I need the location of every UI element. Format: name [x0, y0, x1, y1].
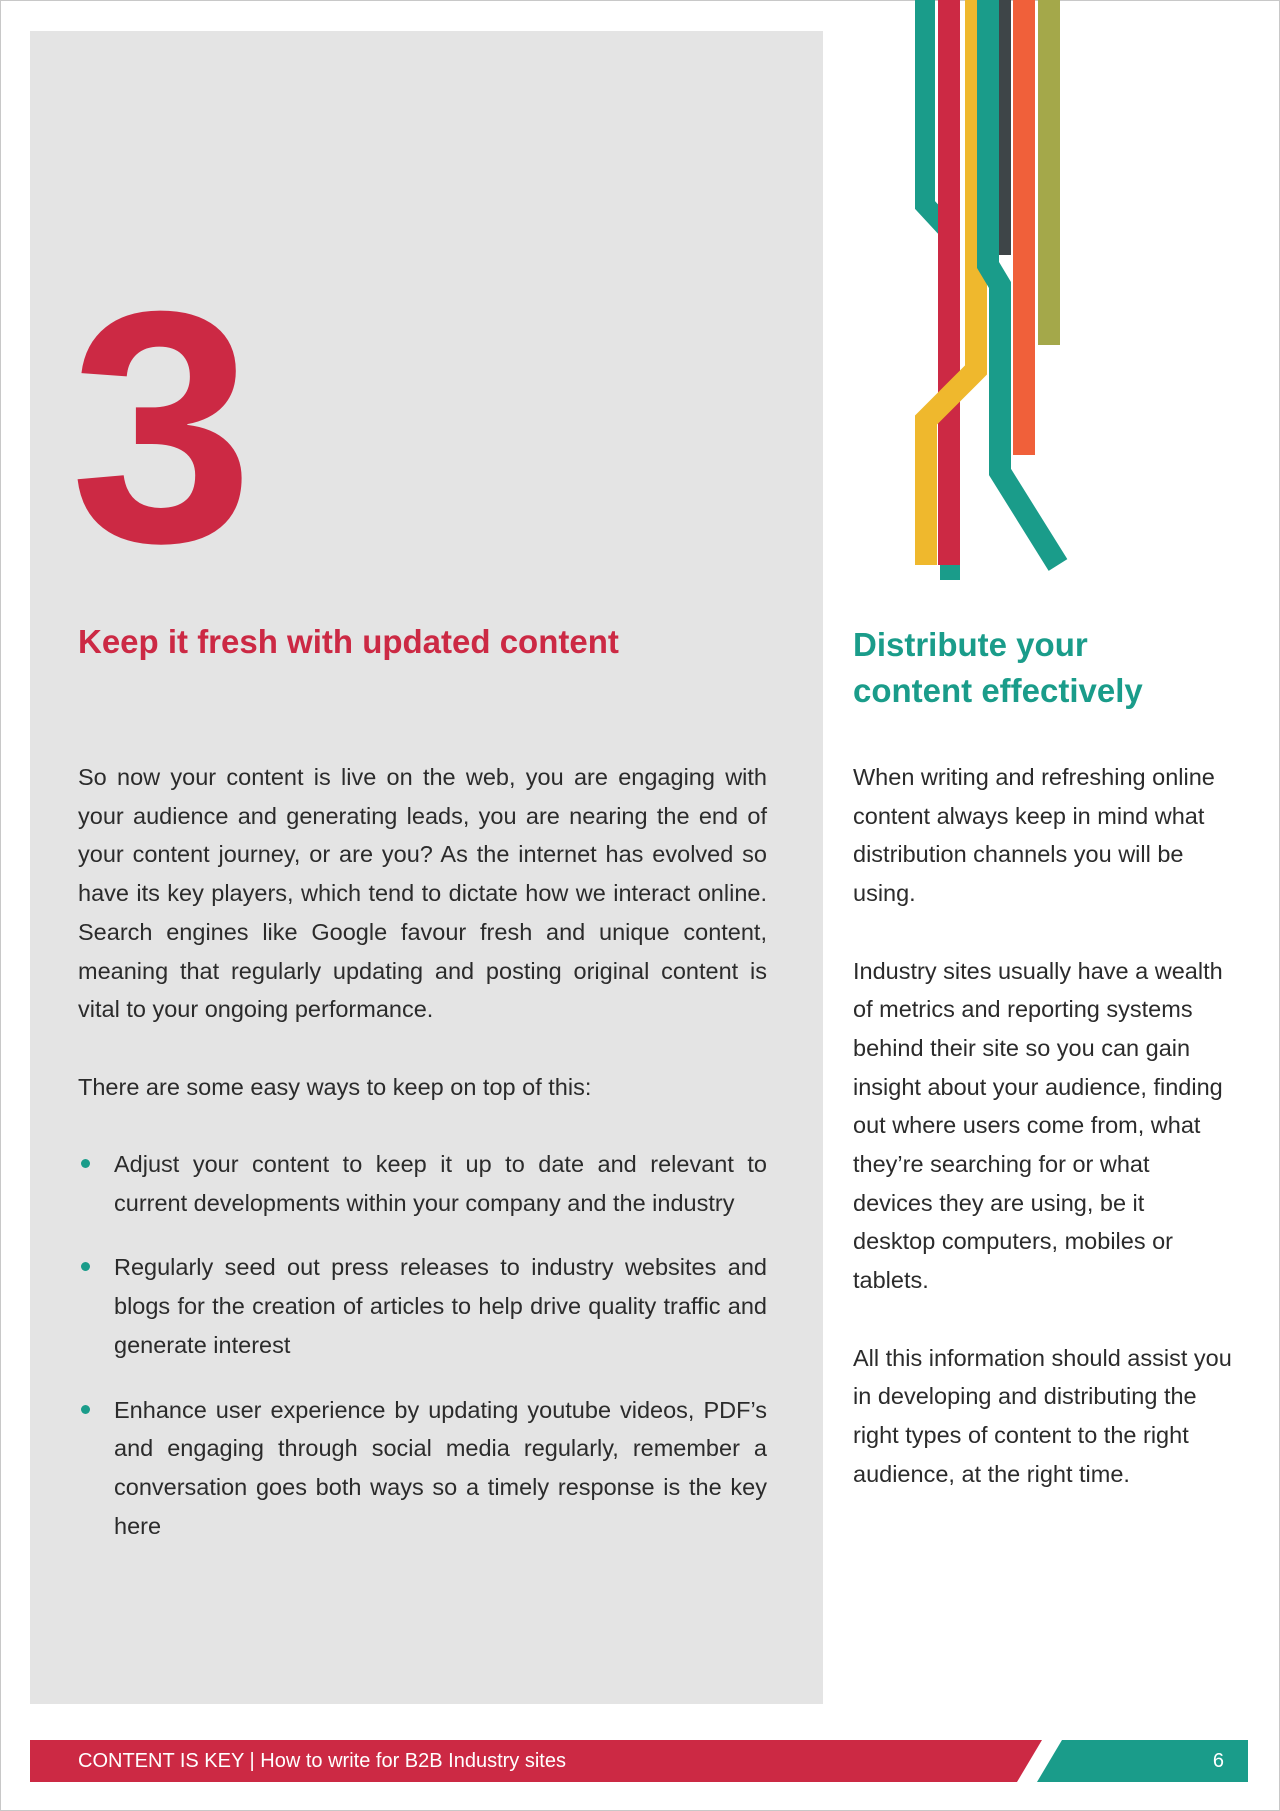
list-item-text: Enhance user experience by updating youtube videos, PDF’s and engaging through social media regularly, remember a conversation goes both ways so a timely response is the key here	[114, 1396, 767, 1539]
footer-separator: |	[249, 1750, 255, 1772]
section-number: 3	[70, 242, 248, 611]
list-item	[78, 1391, 767, 1546]
list-item	[78, 1248, 767, 1364]
right-paragraph: All this information should assist you in developing and distributing the right types of content to the right audience, at the right time.	[853, 1344, 1232, 1487]
footer-brand: CONTENT IS KEY	[78, 1750, 244, 1772]
footer-title	[78, 1740, 566, 1782]
right-paragraph: Industry sites usually have a wealth of metrics and reporting systems behind their site so you can gain insight about your audience, finding out where users come from, what they’re searching for or what devices they are using, be it desktop computers, mobiles or tablets.	[853, 957, 1223, 1294]
intro-paragraph: So now your content is live on the web, you are engaging with your audience and generating leads, you are nearing the end of your content journey, or are you? As the internet has evolved so have its key players, which tend to dictate how we interact online. Search engines like Google favour fresh and unique content, meaning that regularly updating and posting original content is vital to your ongoing performance.	[78, 764, 767, 1023]
list-lead-in: There are some easy ways to keep on top of this:	[78, 1073, 592, 1100]
bullet-dot-icon	[81, 1405, 90, 1414]
right-heading: Distribute your content effectively	[853, 626, 1143, 709]
right-body	[853, 758, 1233, 1493]
list-item-text: Regularly seed out press releases to industry websites and blogs for the creation of articles to help drive quality traffic and generate interest	[114, 1254, 767, 1358]
right-paragraph: When writing and refreshing online content always keep in mind what distribution channels you will be using.	[853, 764, 1215, 907]
page-number: 6	[1212, 1750, 1224, 1772]
footer-subtitle: How to write for B2B Industry sites	[260, 1750, 566, 1772]
bullet-dot-icon	[81, 1262, 90, 1271]
left-heading: Keep it fresh with updated content	[78, 623, 619, 660]
page-footer	[30, 1740, 1248, 1782]
list-item	[78, 1145, 767, 1222]
bullet-dot-icon	[81, 1159, 90, 1168]
list-item-text: Adjust your content to keep it up to date and relevant to current developments within your company and the industry	[114, 1151, 767, 1216]
left-body	[78, 758, 767, 1571]
tips-list	[78, 1145, 767, 1545]
